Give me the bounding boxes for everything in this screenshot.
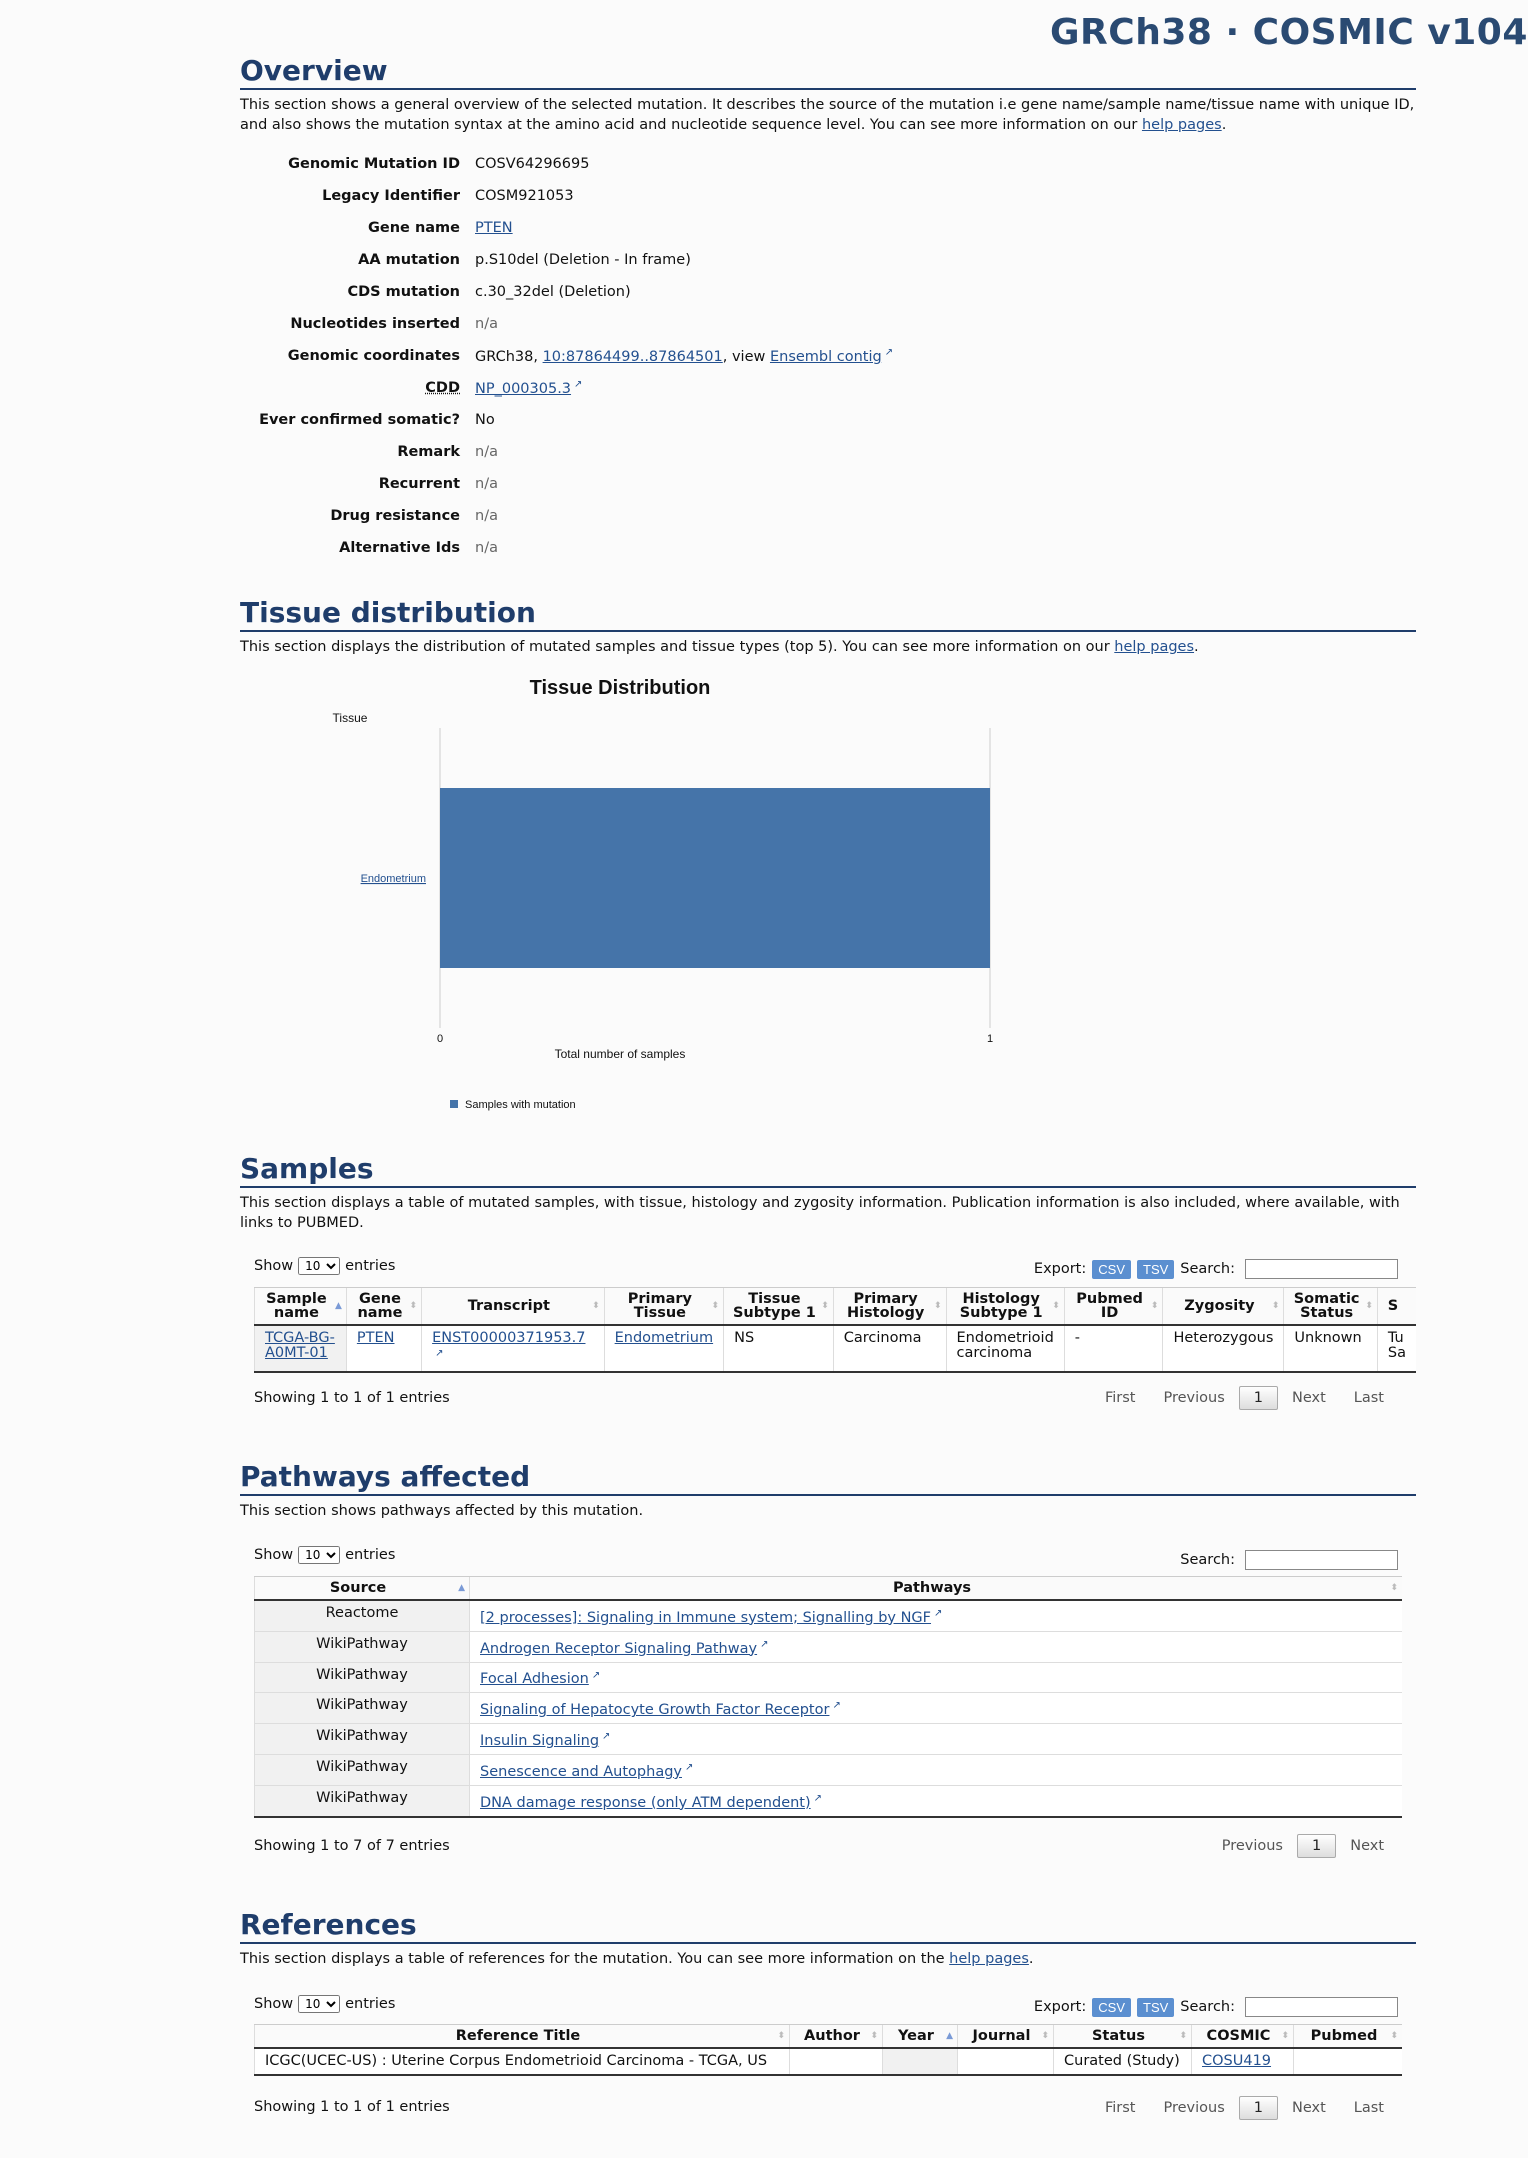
pathways-header-row xyxy=(255,1577,1403,1601)
coordinates-link[interactable]: 10:87864499..87864501 xyxy=(542,348,723,365)
overview-row-genomic-mutation-id xyxy=(240,148,1140,180)
col-truncated[interactable] xyxy=(1377,1288,1416,1326)
table-row xyxy=(255,1662,1403,1693)
cdd-link[interactable]: NP_000305.3 ↗ xyxy=(475,381,582,397)
col-pathways[interactable] xyxy=(470,1577,1403,1601)
table-row xyxy=(255,1631,1403,1662)
coordinates-mid: , view xyxy=(722,348,770,365)
overview-desc-suffix: . xyxy=(1221,117,1227,133)
pathways-description: This section shows pathways affected by this mutation. xyxy=(240,1503,644,1519)
overview-row-alternative-ids xyxy=(240,532,1140,564)
recurrent-value: n/a xyxy=(475,476,498,492)
chart-category-labels xyxy=(361,873,426,885)
chart-legend-label: Samples with mutation xyxy=(465,1099,576,1111)
search-label: Search: xyxy=(1180,1552,1235,1568)
field-label: Remark xyxy=(397,444,460,460)
overview-row-legacy-identifier xyxy=(240,180,1140,212)
col-primary-histology[interactable] xyxy=(833,1288,946,1326)
references-page-size-select[interactable] xyxy=(298,1995,340,2013)
sort-icon: ⬍ xyxy=(1052,1301,1060,1311)
col-reference-title[interactable] xyxy=(255,2025,790,2049)
pager-previous[interactable]: Previous xyxy=(1163,1390,1225,1406)
column-label: Histology Subtype 1 xyxy=(959,1291,1043,1321)
author-cell xyxy=(790,2048,883,2075)
pager-next[interactable]: Next xyxy=(1292,1390,1326,1406)
references-csv-button[interactable]: CSV xyxy=(1092,1998,1131,2017)
tissue-link[interactable]: Endometrium xyxy=(614,1330,714,1346)
source-cell: Reactome xyxy=(255,1600,470,1631)
pathway-link[interactable]: Signaling of Hepatocyte Growth Factor Receptor ↗ xyxy=(480,1702,841,1718)
col-author[interactable] xyxy=(790,2025,883,2049)
source-cell: WikiPathway xyxy=(255,1724,470,1755)
column-label: S xyxy=(1387,1298,1399,1314)
overview-description xyxy=(240,95,1416,135)
search-label: Search: xyxy=(1180,1261,1235,1277)
site-title: GRCh38 · COSMIC v104 xyxy=(1050,12,1528,53)
entries-label: entries xyxy=(345,1258,396,1274)
column-label: Journal xyxy=(972,2028,1031,2044)
x-tick-label: 0 xyxy=(436,1033,444,1045)
x-tick-label: 1 xyxy=(986,1033,994,1045)
pager-first[interactable]: First xyxy=(1104,1390,1136,1406)
column-label: COSMIC xyxy=(1206,2028,1271,2044)
overview-row-recurrent xyxy=(240,468,1140,500)
somatic-status-cell: Unknown xyxy=(1284,1325,1377,1372)
pathways-search-bar xyxy=(1180,1550,1398,1570)
references-desc-text: This section displays a table of references for the mutation. You can see more information on the xyxy=(240,1951,950,1967)
samples-title: Samples xyxy=(240,1152,374,1185)
col-zygosity[interactable] xyxy=(1163,1288,1284,1326)
sort-asc-icon: ▲ xyxy=(946,2031,953,2041)
col-pubmed-id[interactable] xyxy=(1064,1288,1163,1326)
source-cell: WikiPathway xyxy=(255,1693,470,1724)
references-rule xyxy=(240,1942,1416,1944)
gene-link[interactable]: PTEN xyxy=(356,1330,395,1346)
references-help-link[interactable]: help pages xyxy=(949,1951,1029,1967)
sort-icon: ⬍ xyxy=(870,2031,878,2041)
sort-icon: ⬍ xyxy=(1179,2031,1187,2041)
samples-search-input[interactable] xyxy=(1245,1259,1398,1279)
field-label: Nucleotides inserted xyxy=(290,316,460,332)
references-desc-suffix: . xyxy=(1028,1951,1034,1967)
field-label: Genomic coordinates xyxy=(287,348,460,364)
references-tsv-button[interactable]: TSV xyxy=(1137,1998,1174,2017)
col-year[interactable] xyxy=(883,2025,958,2049)
entries-label: entries xyxy=(345,1547,396,1563)
overview-row-cds-mutation xyxy=(240,276,1140,308)
pathways-show-entries xyxy=(254,1546,395,1564)
table-row xyxy=(255,1600,1403,1631)
histology-subtype-cell: Endometrioid carcinoma xyxy=(946,1325,1064,1372)
col-status[interactable] xyxy=(1054,2025,1192,2049)
references-show-entries xyxy=(254,1995,395,2013)
sort-icon: ⬍ xyxy=(1281,2031,1289,2041)
pubmed-cell xyxy=(1294,2048,1403,2075)
overview-list xyxy=(240,148,1140,564)
col-tissue-subtype[interactable] xyxy=(724,1288,834,1326)
col-gene-name[interactable] xyxy=(346,1288,421,1326)
pager-current-page[interactable]: 1 xyxy=(1297,1834,1336,1858)
alternative-ids-value: n/a xyxy=(475,540,498,556)
sort-icon: ⬍ xyxy=(711,1301,720,1311)
references-search-input[interactable] xyxy=(1245,1997,1398,2017)
sort-icon: ⬍ xyxy=(933,1301,942,1311)
export-label: Export: xyxy=(1033,1999,1087,2015)
bar-endometrium[interactable] xyxy=(440,788,990,968)
pathways-search-input[interactable] xyxy=(1245,1550,1398,1570)
truncated-cell: Tu Sa xyxy=(1377,1325,1416,1372)
chart-legend-swatch xyxy=(450,1100,458,1108)
column-label: Status xyxy=(1091,2028,1146,2044)
column-label: Reference Title xyxy=(455,2028,581,2044)
legacy-identifier-value: COSM921053 xyxy=(475,188,574,204)
col-sample-name[interactable] xyxy=(255,1288,347,1326)
histology-cell: Carcinoma xyxy=(833,1325,946,1372)
references-title: References xyxy=(240,1908,417,1941)
search-label: Search: xyxy=(1180,1999,1235,2015)
field-label: AA mutation xyxy=(358,252,460,268)
sort-icon: ⬍ xyxy=(1365,1301,1373,1311)
pathways-info: Showing 1 to 7 of 7 entries xyxy=(254,1838,450,1854)
chart-title: Tissue Distribution xyxy=(529,677,711,699)
references-table xyxy=(254,2024,1402,2076)
coordinates-prefix: GRCh38, xyxy=(475,348,543,365)
table-row xyxy=(255,1693,1403,1724)
tissue-distribution-chart xyxy=(240,670,1060,1120)
field-label: Legacy Identifier xyxy=(322,188,460,204)
tissue-subtype-cell: NS xyxy=(724,1325,834,1372)
col-pubmed[interactable] xyxy=(1294,2025,1403,2049)
source-cell: WikiPathway xyxy=(255,1662,470,1693)
column-label: Sample name xyxy=(266,1291,327,1321)
tissue-help-link[interactable]: help pages xyxy=(1114,639,1195,655)
col-source[interactable] xyxy=(255,1577,470,1601)
column-label: Somatic Status xyxy=(1293,1291,1360,1321)
transcript-link[interactable]: ENST00000371953.7 ↗ xyxy=(432,1330,585,1366)
aa-mutation-value: p.S10del (Deletion - In frame) xyxy=(475,252,691,268)
overview-row-genomic-coordinates xyxy=(240,340,1140,372)
samples-table xyxy=(254,1287,1416,1373)
samples-csv-button[interactable]: CSV xyxy=(1092,1260,1131,1279)
field-label: Ever confirmed somatic? xyxy=(259,412,460,428)
table-row xyxy=(255,2048,1403,2075)
overview-title: Overview xyxy=(240,54,388,87)
column-label: Pubmed xyxy=(1310,2028,1378,2044)
pathways-rule xyxy=(240,1494,1416,1496)
samples-header-row xyxy=(255,1288,1417,1326)
field-label: Recurrent xyxy=(378,476,460,492)
pager-previous[interactable]: Previous xyxy=(1163,2100,1225,2116)
show-label: Show xyxy=(254,1547,294,1563)
field-label: CDD xyxy=(425,380,460,396)
journal-cell xyxy=(958,2048,1054,2075)
tissue-desc-suffix: . xyxy=(1194,639,1199,655)
sort-icon: ⬍ xyxy=(777,2031,785,2041)
references-pager xyxy=(1091,2096,1398,2120)
table-row xyxy=(255,1755,1403,1786)
overview-row-remark xyxy=(240,436,1140,468)
overview-row-nucleotides-inserted xyxy=(240,308,1140,340)
pathway-link[interactable]: Focal Adhesion ↗ xyxy=(480,1671,600,1687)
column-label: Primary Histology xyxy=(846,1291,925,1321)
samples-description: This section displays a table of mutated samples, with tissue, histology and zygosity information. Publication information is also included, where available, with links to PUBMED. xyxy=(240,1195,1400,1231)
cosmic-study-link[interactable]: COSU419 xyxy=(1202,2053,1272,2069)
remark-value: n/a xyxy=(475,444,498,460)
pathway-link[interactable]: Senescence and Autophagy ↗ xyxy=(480,1764,693,1780)
show-label: Show xyxy=(254,1258,294,1274)
samples-rule xyxy=(240,1186,1416,1188)
sample-link[interactable]: TCGA-BG-A0MT-01 xyxy=(265,1330,335,1361)
samples-info: Showing 1 to 1 of 1 entries xyxy=(254,1390,450,1406)
year-cell xyxy=(883,2048,958,2075)
tissue-desc-text: This section displays the distribution of mutated samples and tissue types (top 5). You can see more information on our xyxy=(240,639,1115,655)
status-cell: Curated (Study) xyxy=(1054,2048,1192,2075)
pager-last[interactable]: Last xyxy=(1353,1390,1384,1406)
samples-page-size-select[interactable] xyxy=(298,1257,340,1275)
chart-bars xyxy=(440,788,990,968)
source-cell: WikiPathway xyxy=(255,1755,470,1786)
sort-asc-icon: ▲ xyxy=(458,1583,465,1593)
drug-resistance-value: n/a xyxy=(475,508,498,524)
sort-icon: ⬍ xyxy=(1041,2031,1049,2041)
sort-icon: ⬍ xyxy=(1150,1301,1159,1311)
col-cosmic[interactable] xyxy=(1192,2025,1294,2049)
table-row xyxy=(255,1785,1403,1816)
references-export-bar xyxy=(1034,1997,1398,2017)
source-cell: WikiPathway xyxy=(255,1785,470,1816)
nucleotides-inserted-value: n/a xyxy=(475,316,498,332)
field-label: CDS mutation xyxy=(347,284,460,300)
pager-next[interactable]: Next xyxy=(1292,2100,1326,2116)
overview-row-cdd xyxy=(240,372,1140,404)
column-label: Pubmed ID xyxy=(1076,1291,1143,1321)
zygosity-cell: Heterozygous xyxy=(1163,1325,1284,1372)
ensembl-contig-link[interactable]: Ensembl contig ↗ xyxy=(770,349,893,365)
table-row xyxy=(255,1724,1403,1755)
col-primary-tissue[interactable] xyxy=(604,1288,723,1326)
field-label: Genomic Mutation ID xyxy=(288,156,460,172)
column-label: Pathways xyxy=(892,1580,972,1596)
overview-row-gene-name xyxy=(240,212,1140,244)
overview-rule xyxy=(240,88,1416,90)
pathways-table xyxy=(254,1576,1402,1818)
sort-icon: ⬍ xyxy=(1390,2031,1398,2041)
samples-show-entries xyxy=(254,1257,395,1275)
column-label: Transcript xyxy=(467,1298,550,1314)
column-label: Primary Tissue xyxy=(627,1291,692,1321)
sort-asc-icon: ▲ xyxy=(334,1301,342,1311)
references-header-row xyxy=(255,2025,1403,2049)
export-label: Export: xyxy=(1033,1261,1087,1277)
cds-mutation-value: c.30_32del (Deletion) xyxy=(475,284,631,300)
pager-first[interactable]: First xyxy=(1104,2100,1136,2116)
reference-title-cell: ICGC(UCEC-US) : Uterine Corpus Endometrioid Carcinoma - TCGA, US xyxy=(255,2048,790,2075)
tissue-description xyxy=(240,637,1416,657)
samples-tsv-button[interactable]: TSV xyxy=(1137,1260,1174,1279)
source-cell: WikiPathway xyxy=(255,1631,470,1662)
column-label: Zygosity xyxy=(1184,1298,1255,1314)
pathway-link[interactable]: Insulin Signaling ↗ xyxy=(480,1733,610,1749)
sort-icon: ⬍ xyxy=(592,1301,600,1311)
overview-row-ever-confirmed-somatic xyxy=(240,404,1140,436)
column-label: Author xyxy=(804,2028,860,2044)
column-label: Gene name xyxy=(357,1291,403,1321)
pager-previous[interactable]: Previous xyxy=(1221,1838,1283,1854)
overview-desc-text: This section shows a general overview of the selected mutation. It describes the source of the mutation i.e gene name/sample name/tissue name with unique ID, and also shows the mutation syntax at the amino acid and nucleotide sequence level. You can see more information on our xyxy=(240,97,1415,133)
overview-row-aa-mutation xyxy=(240,244,1140,276)
samples-pager xyxy=(1091,1386,1398,1410)
chart-y-axis-label: Tissue xyxy=(332,711,368,725)
column-label: Year xyxy=(898,2028,934,2044)
references-info: Showing 1 to 1 of 1 entries xyxy=(254,2099,450,2115)
tissue-title: Tissue distribution xyxy=(240,596,536,629)
pathways-pager xyxy=(1208,1834,1398,1858)
col-somatic-status[interactable] xyxy=(1284,1288,1377,1326)
pager-next[interactable]: Next xyxy=(1350,1838,1384,1854)
overview-help-link[interactable]: help pages xyxy=(1141,117,1222,133)
pager-current-page[interactable]: 1 xyxy=(1239,2096,1278,2120)
chart-x-ticks xyxy=(437,1033,993,1045)
chart-x-axis-label: Total number of samples xyxy=(554,1047,686,1061)
pathway-link[interactable]: DNA damage response (only ATM dependent) ↗ xyxy=(480,1795,822,1811)
samples-export-bar xyxy=(1034,1259,1398,1279)
sort-icon: ⬍ xyxy=(409,1301,418,1311)
sort-icon: ⬍ xyxy=(821,1301,829,1311)
references-description xyxy=(240,1949,1416,1969)
table-row xyxy=(255,1325,1417,1372)
column-label: Source xyxy=(329,1580,387,1596)
entries-label: entries xyxy=(345,1996,396,2012)
pager-last[interactable]: Last xyxy=(1353,2100,1384,2116)
col-histology-subtype[interactable] xyxy=(946,1288,1064,1326)
category-label-endometrium[interactable]: Endometrium xyxy=(360,873,426,885)
show-label: Show xyxy=(254,1996,294,2012)
field-label: Gene name xyxy=(368,220,460,236)
col-transcript[interactable] xyxy=(422,1288,605,1326)
genomic-mutation-id-value: COSV64296695 xyxy=(475,156,590,172)
sort-icon: ⬍ xyxy=(1390,1583,1398,1593)
field-label: Drug resistance xyxy=(330,508,460,524)
ever-confirmed-somatic-value: No xyxy=(475,412,495,428)
pathway-link[interactable]: Androgen Receptor Signaling Pathway ↗ xyxy=(480,1641,768,1657)
column-label: Tissue Subtype 1 xyxy=(732,1291,816,1321)
pathway-link[interactable]: [2 processes]: Signaling in Immune system; Signalling by NGF ↗ xyxy=(480,1610,942,1626)
tissue-rule xyxy=(240,630,1416,632)
pager-current-page[interactable]: 1 xyxy=(1239,1386,1278,1410)
col-journal[interactable] xyxy=(958,2025,1054,2049)
gene-name-link[interactable]: PTEN xyxy=(475,220,513,236)
sort-icon: ⬍ xyxy=(1271,1301,1280,1311)
pathways-title: Pathways affected xyxy=(240,1460,531,1493)
field-label: Alternative Ids xyxy=(339,540,460,556)
pubmed-cell: - xyxy=(1064,1325,1163,1372)
pathways-page-size-select[interactable] xyxy=(298,1546,340,1564)
overview-row-drug-resistance xyxy=(240,500,1140,532)
